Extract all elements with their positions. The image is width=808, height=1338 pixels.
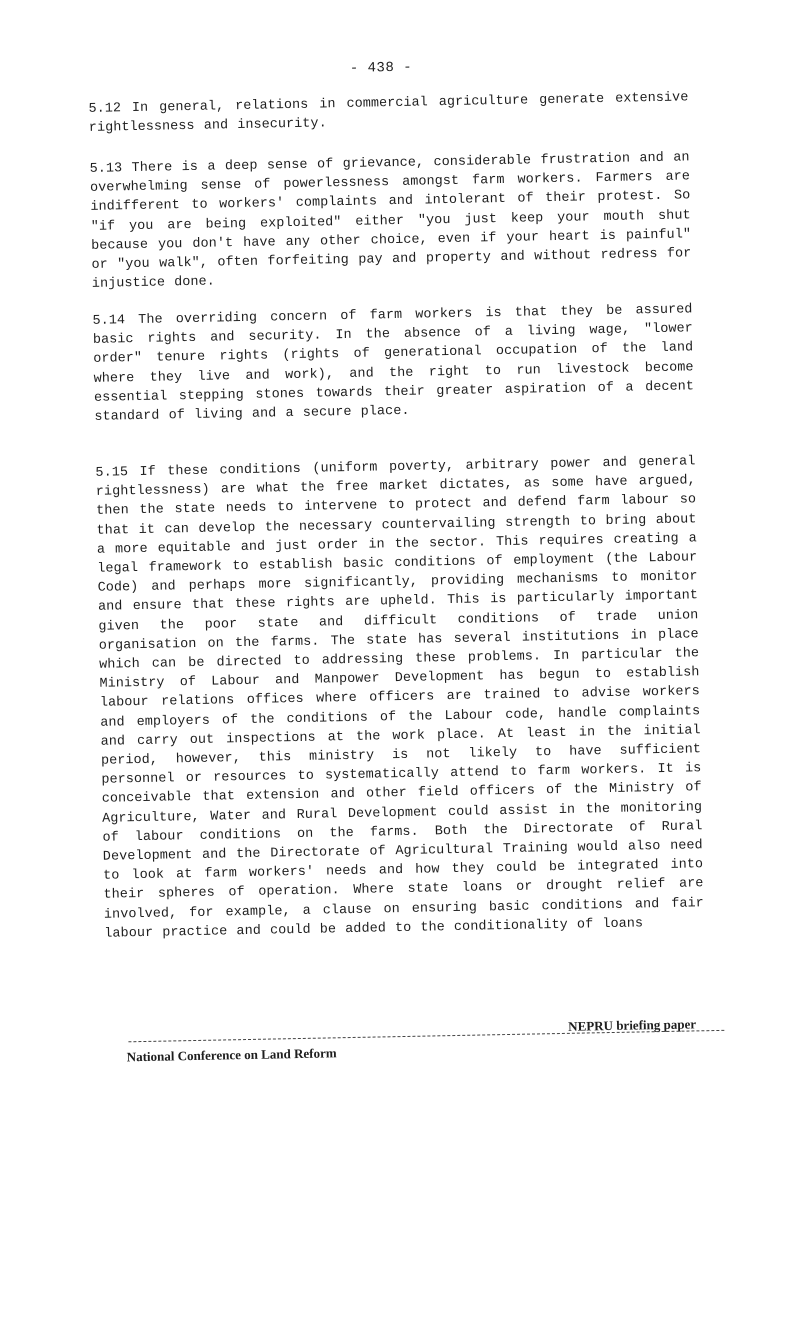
paragraph-5-15: 5.15 If these conditions (uniform poverty, arbitrary power and general rightlessness) are what the free market dictates, as some have argued, then the state needs to intervene to protect and defend farm labour so that it can develop the necessary countervailing strength to bring about a more equitable and just order in the sector. This requires creating a legal framework to establish basic conditions of employment (the Labour Code) and perhaps more significantly, providing mechanisms to monitor and ensure that these rights are upheld. This is particularly important given the poor state and difficult conditions of trade union organisation on the farms. The state has several institutions in place which can be directed to addressing these problems. In particular the Ministry of Labour and Manpower Development has begun to establish labour relations offices where officers are trained to advise workers and employers of the conditions of the Labour code, handle complaints and carry out inspections at the work place. At least in the initial period, however, this ministry is not likely to have sufficient personnel or resources to systematically attend to farm workers. It is conceivable that extension and other field officers of the Ministry of Agriculture, Water and Rural Development could assist in the monitoring of labour conditions on the farms. Both the Directorate of Rural Development and the Directorate of Agricultural Training would also need to look at farm workers' needs and how they could be integrated into their spheres of operation. Where state loans or drought relief are involved, for example, a clause on ensuring basic conditions and fair labour practice and could be added to the conditionality of loans [95, 454, 705, 942]
footer-divider [128, 1030, 724, 1042]
footer-briefing-label: NEPRU briefing paper [568, 1016, 697, 1034]
page-number: - 438 - [349, 59, 413, 77]
footer-conference-label: National Conference on Land Reform [126, 1045, 337, 1065]
paragraph-5-12: 5.12 In general, relations in commercial agriculture generate extensive rightlessness and insecurity. [88, 90, 689, 137]
paragraph-5-13: 5.13 There is a deep sense of grievance, considerable frustration and an overwhelming sense of powerlessness amongst farm workers. Farmers are indifferent to workers' complaints and intolerant of their protest. So "if you are being exploited" either "you just keep your mouth shut because you don't have any other choice, even if your heart is painful" or "you walk", often forfeiting pay and property and without redress for injustice done. [89, 150, 692, 293]
paragraph-5-14: 5.14 The overriding concern of farm workers is that they be assured basic rights and security. In the absence of a living wage, "lower order" tenure rights (rights of generational occupation of the land where they live and work), and the right to run livestock become essential stepping stones towards their greater aspiration of a decent standard of living and a secure place. [92, 302, 695, 425]
